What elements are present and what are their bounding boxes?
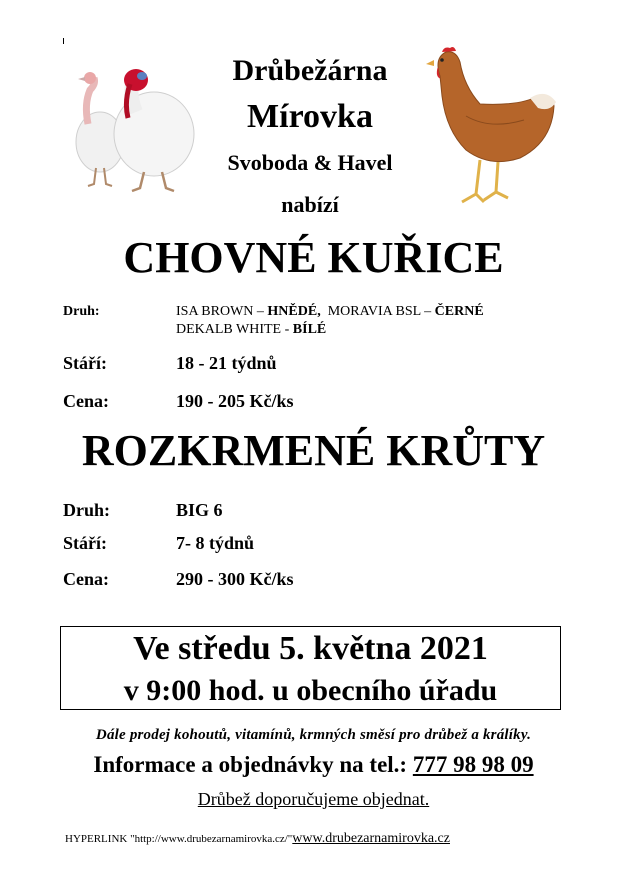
breed-dekalb: DEKALB WHITE - xyxy=(176,322,293,337)
event-time-place: v 9:00 hod. u obecního úřadu xyxy=(123,674,498,707)
chicks-age-label: Stáří: xyxy=(63,353,107,373)
chicks-price-value: 190 - 205 Kč/ks xyxy=(176,391,294,411)
turkeys-price-label: Cena: xyxy=(63,569,109,589)
chicks-age-value: 18 - 21 týdnů xyxy=(176,353,277,373)
breed-color-black: ČERNÉ xyxy=(434,304,484,319)
turkeys-age-value: 7- 8 týdnů xyxy=(176,533,255,553)
breed-color-brown: HNĚDÉ, xyxy=(267,304,321,319)
turkeys-breed-label: Druh: xyxy=(63,500,111,520)
additional-products: Dále prodej kohoutů, vitamínů, krmných směsí pro drůbež a králíky. xyxy=(95,727,532,743)
company-name-line1: Drůbežárna xyxy=(232,54,388,87)
website-link[interactable]: www.drubezarnamirovka.cz xyxy=(292,831,450,846)
turkeys-price-value: 290 - 300 Kč/ks xyxy=(176,569,294,589)
company-owners: Svoboda & Havel xyxy=(227,150,393,175)
breed-isa-brown: ISA BROWN – xyxy=(176,304,268,319)
chicks-heading: CHOVNÉ KUŘICE xyxy=(123,233,504,282)
turkeys-age-label: Stáří: xyxy=(63,533,107,553)
breed-color-white: BÍLÉ xyxy=(292,322,327,337)
chicks-breed-line1 xyxy=(176,304,484,320)
hyperlink-field xyxy=(65,831,450,847)
offer-intro: nabízí xyxy=(281,192,339,217)
breed-moravia: MORAVIA BSL – xyxy=(320,304,435,319)
turkeys-heading: ROZKRMENÉ KRŮTY xyxy=(81,426,546,475)
chicks-price-label: Cena: xyxy=(63,391,109,411)
order-recommendation: Drůbež doporučujeme objednat. xyxy=(197,789,430,809)
text-cursor-mark xyxy=(63,38,64,44)
company-name-line2: Mírovka xyxy=(247,98,373,135)
phone-number[interactable]: 777 98 98 09 xyxy=(412,752,534,777)
turkeys-breed-value: BIG 6 xyxy=(176,500,223,520)
chicks-breed-label: Druh: xyxy=(63,304,100,319)
chicks-breed-line2 xyxy=(176,322,326,338)
contact-info-text: Informace a objednávky na tel.: xyxy=(93,752,413,777)
event-date: Ve středu 5. května 2021 xyxy=(133,630,488,667)
contact-info xyxy=(0,752,627,778)
hyperlink-code: HYPERLINK "http://www.drubezarnamirovka.cz/" xyxy=(65,833,293,845)
